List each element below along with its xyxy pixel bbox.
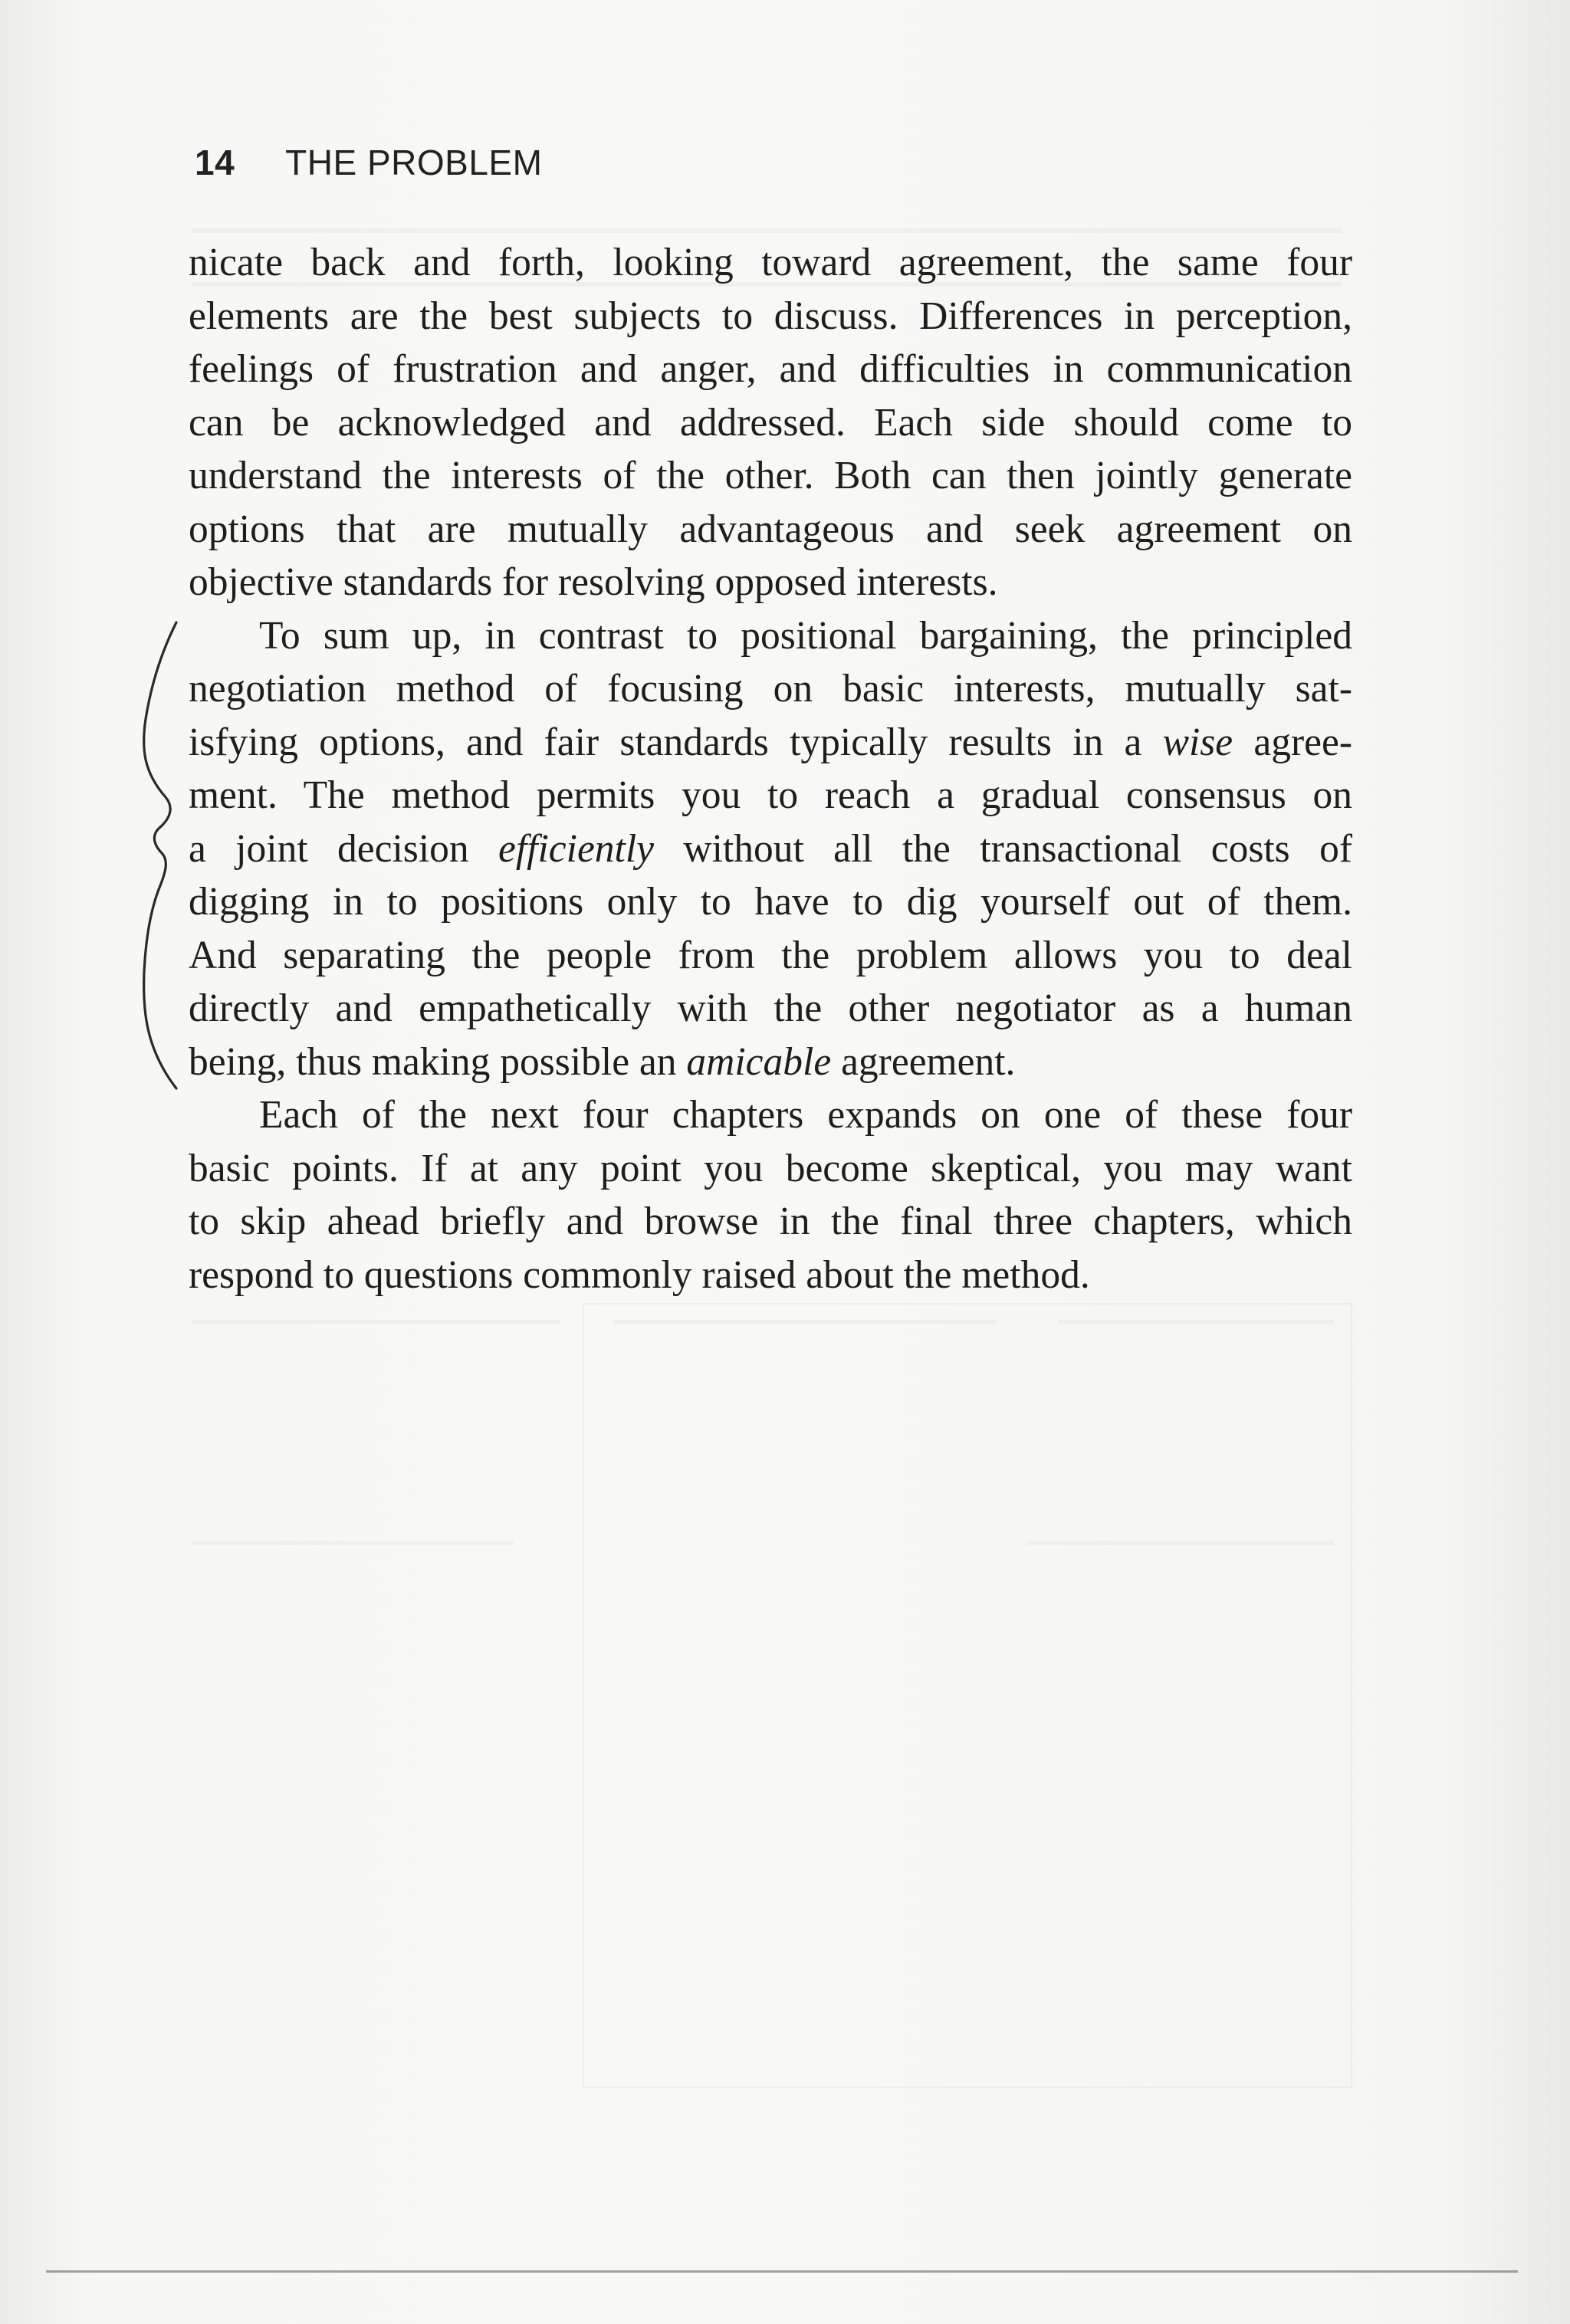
bleed-through-line (192, 1320, 560, 1324)
text-line: And separating the people from the problem allows you to deal (189, 933, 1352, 977)
bleed-through-line (192, 1541, 514, 1545)
bleed-through-line (1058, 1320, 1334, 1324)
text-line (189, 716, 1352, 770)
paragraph-1 (189, 236, 1352, 609)
running-header (195, 142, 542, 183)
running-title: THE PROBLEM (285, 143, 543, 182)
bleed-through-line (1027, 1541, 1334, 1545)
text-line: understand the interests of the other. Both can then jointly generate (189, 454, 1352, 497)
text-line: respond to questions commonly raised about the method. (189, 1252, 1090, 1297)
emphasis-efficiently: efficiently (498, 826, 655, 871)
text-run: being, thus making possible an (189, 1039, 687, 1084)
text-line: nicate back and forth, looking toward agreement, the same four (189, 241, 1352, 284)
scan-edge-rule (46, 2270, 1518, 2273)
text-line: to skip ahead briefly and browse in the final three chapters, which (189, 1200, 1352, 1243)
text-line: To sum up, in contrast to positional bargaining, the principled (259, 613, 1352, 658)
text-line: basic points. If at any point you become skeptical, you may want (189, 1146, 1352, 1190)
text-run: agreement. (831, 1039, 1016, 1084)
emphasis-amicable: amicable (686, 1039, 832, 1084)
paragraph-2 (189, 609, 1352, 1089)
bleed-through-line (613, 1320, 997, 1324)
page-number: 14 (195, 143, 235, 182)
text-line: digging in to positions only to have to dig yourself out of them. (189, 880, 1352, 924)
text-line: Each of the next four chapters expands on one of these four (259, 1093, 1352, 1137)
text-run: agree- (1233, 720, 1353, 764)
text-run: a joint decision (189, 826, 498, 871)
text-line: elements are the best subjects to discuss. Differences in perception, (189, 294, 1352, 338)
text-line: ment. The method permits you to reach a gradual consensus on (189, 773, 1352, 817)
text-line (189, 822, 1352, 876)
emphasis-wise: wise (1162, 720, 1233, 764)
text-run: without all the transactional costs of (654, 826, 1352, 871)
text-line: objective standards for resolving opposed interests. (189, 560, 998, 604)
text-line (189, 1036, 1352, 1089)
body-text (189, 236, 1352, 1302)
paragraph-3 (189, 1088, 1352, 1302)
text-line: negotiation method of focusing on basic interests, mutually sat- (189, 667, 1352, 711)
text-line: directly and empathetically with the other negotiator as a human (189, 986, 1352, 1030)
text-run: isfying options, and fair standards typically results in a (189, 720, 1163, 764)
bleed-through-shadow (583, 1303, 1352, 2088)
text-line: options that are mutually advantageous and seek agreement on (189, 507, 1352, 551)
text-line: can be acknowledged and addressed. Each side should come to (189, 400, 1352, 445)
text-line: feelings of frustration and anger, and difficulties in communication (189, 347, 1352, 391)
bleed-through-line (192, 228, 1342, 233)
